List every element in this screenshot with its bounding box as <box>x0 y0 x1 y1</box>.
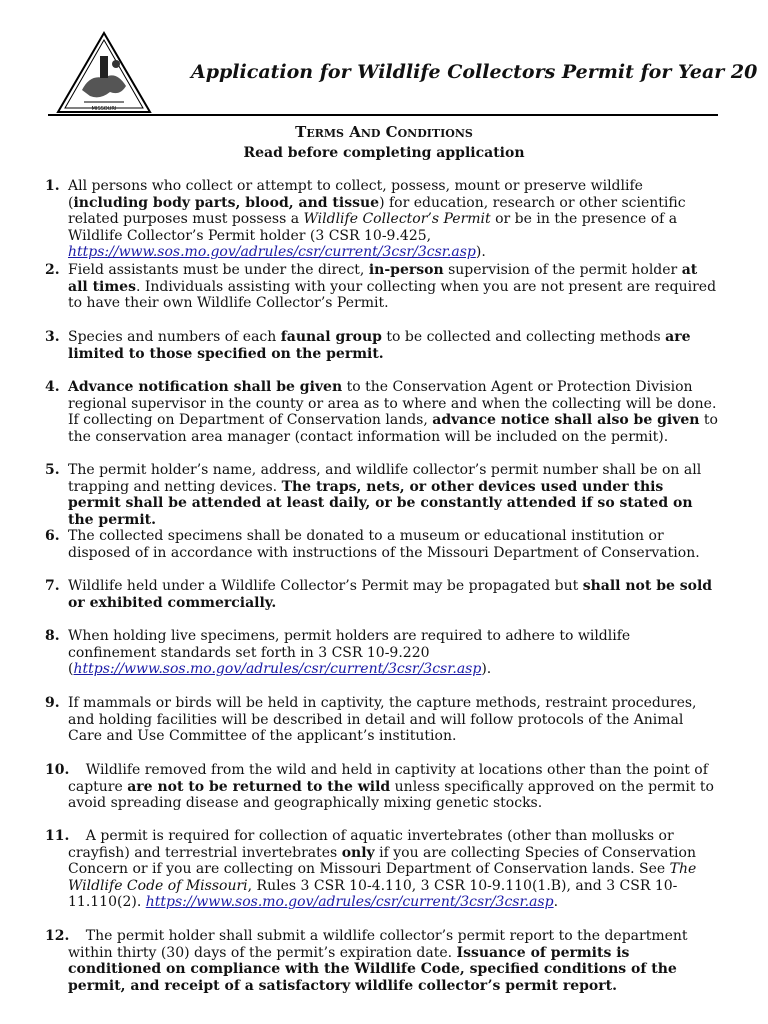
term-number: 12. <box>45 928 70 944</box>
text-run: to be collected and collecting methods <box>381 329 666 345</box>
term-number: 7. <box>45 578 60 594</box>
text-run: ). <box>475 244 486 261</box>
term-text <box>68 828 720 911</box>
text-run: A permit is required for collection of aquatic invertebrates (other than mollusks or crayfish) and terrestrial invertebrates <box>68 828 674 861</box>
bold-text: are limited to those specified on the permit. <box>68 329 691 362</box>
text-run: When holding live specimens, permit holders are required to adhere to wildlife confinement standards set forth in 3 CSR 10-9.220 ( <box>68 628 631 678</box>
section-heading: Terms And Conditions <box>295 123 473 141</box>
term-number: 3. <box>45 329 60 345</box>
term-text <box>68 178 720 261</box>
text-run: Wildlife held under a Wildlife Collector’s Permit may be propagated but <box>68 578 583 594</box>
term-text <box>68 628 720 678</box>
bold-text: Issuance of permits is conditioned on compliance with the Wildlife Code, specified conditions of the permit, and receipt of a satisfactory wildlife collector’s permit report. <box>68 944 677 994</box>
header-divider <box>48 114 718 116</box>
bold-text: are not to be returned to the wild <box>127 778 391 795</box>
csr-link[interactable]: https://www.sos.mo.gov/adrules/csr/current/3csr/3csr.asp <box>145 894 554 911</box>
italic-text: The Wildlife Code of Missouri <box>68 861 697 894</box>
term-number: 6. <box>45 528 60 544</box>
text-run: The permit holder shall submit a wildlife collector’s permit report to the department within thirty (30) days of the permit’s expiration date. <box>68 928 688 961</box>
term-text <box>68 329 720 362</box>
text-run: If mammals or birds will be held in captivity, the capture methods, restraint procedures, and holding facilities will be described in detail and will follow protocols of the Animal Care and Use Committee of the applicant’s institution. <box>68 695 697 745</box>
bold-text: The traps, nets, or other devices used under this permit shall be attended at least daily, or be constantly attended if so stated on the permit. <box>68 478 693 528</box>
term-text <box>68 262 720 312</box>
text-run: Species and numbers of each <box>68 329 281 345</box>
bold-text: advance notice shall also be given <box>432 412 700 429</box>
term-number: 5. <box>45 462 60 478</box>
bold-text: Advance notification shall be given <box>68 379 343 395</box>
text-run: . <box>553 894 559 911</box>
term-text <box>68 462 720 528</box>
svg-text:MISSOURI: MISSOURI <box>91 106 117 112</box>
section-subheading: Read before completing application <box>243 145 525 161</box>
term-number: 8. <box>45 628 60 644</box>
text-run: The collected specimens shall be donated to a museum or educational institution or disposed of in accordance with instructions of the Missouri Department of Conservation. <box>68 528 700 561</box>
text-run: , Rules 3 CSR 10-4.110, 3 CSR 10-9.110(1.B), and 3 CSR 10-11.110(2). <box>68 877 678 911</box>
text-run: ). <box>481 661 492 678</box>
term-number: 9. <box>45 695 60 711</box>
term-text <box>68 695 720 745</box>
bold-text: at all times <box>68 262 698 295</box>
department-logo <box>54 30 154 116</box>
italic-text: Wildlife Collector’s Permit <box>303 211 491 228</box>
term-text <box>68 528 720 561</box>
bold-text: including body parts, blood, and tissue <box>73 194 380 211</box>
bold-text: faunal group <box>280 329 382 345</box>
term-text <box>68 578 720 611</box>
text-run: Field assistants must be under the direct, <box>68 262 369 278</box>
term-number: 10. <box>45 762 70 778</box>
bold-text: only <box>341 844 375 861</box>
text-run: Wildlife removed from the wild and held in captivity at locations other than the point of capture <box>68 762 708 795</box>
text-run: to the conservation area manager (contact information will be included on the permit). <box>68 412 718 445</box>
text-run: to the Conservation Agent or Protection Division regional supervisor in the county or area as to where and when the collecting will be done. If collecting on Department of Conservation lands, <box>68 379 717 429</box>
text-run: or be in the presence of a Wildlife Collector’s Permit holder (3 CSR 10-9.425, <box>68 211 678 244</box>
text-run: if you are collecting Species of Conservation Concern or if you are collecting on Missouri Department of Conservation lands. See <box>68 844 696 878</box>
text-run: The permit holder’s name, address, and wildlife collector’s permit number shall be on all trapping and netting devices. <box>68 462 702 495</box>
text-run: unless specifically approved on the permit to avoid spreading disease and geographically mixing genetic stocks. <box>68 778 714 812</box>
text-run: All persons who collect or attempt to collect, possess, mount or preserve wildlife ( <box>68 178 643 211</box>
bold-text: shall not be sold or exhibited commercially. <box>68 578 713 611</box>
term-number: 4. <box>45 379 60 395</box>
text-run: ) for education, research or other scientific related purposes must possess a <box>68 194 686 228</box>
csr-link[interactable]: https://www.sos.mo.gov/adrules/csr/current/3csr/3csr.asp <box>68 244 476 261</box>
page-title: Application for Wildlife Collectors Permit for Year 20 <box>191 61 758 83</box>
csr-link[interactable]: https://www.sos.mo.gov/adrules/csr/current/3csr/3csr.asp <box>73 661 482 678</box>
page-header <box>48 30 758 116</box>
term-number: 1. <box>45 178 60 194</box>
term-number: 2. <box>45 262 60 278</box>
bold-text: in-person <box>368 262 444 278</box>
term-text <box>68 928 720 994</box>
term-number: 11. <box>45 828 70 844</box>
text-run: supervision of the permit holder <box>443 262 682 278</box>
text-run: . Individuals assisting with your collecting when you are not present are required to have their own Wildlife Collector’s Permit. <box>68 278 717 312</box>
term-text <box>68 762 720 812</box>
term-text <box>68 379 720 445</box>
